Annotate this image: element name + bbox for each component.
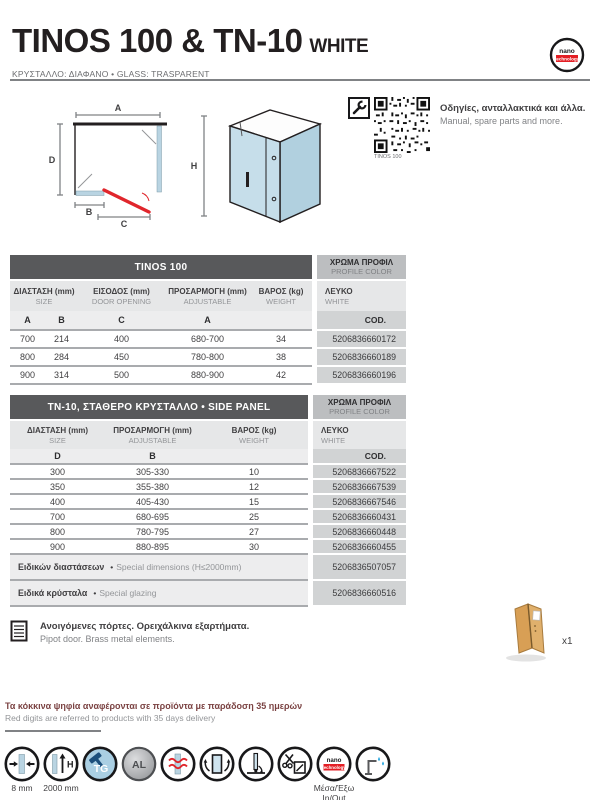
feature-badges — [4, 746, 394, 800]
package-block — [498, 600, 573, 664]
water-drainage-icon — [355, 746, 391, 782]
nano-logo-line1: nano — [559, 48, 575, 55]
col-adjustable: ΠΡΟΣΑΡΜΟΓΗ (mm) ADJUSTABLE — [105, 421, 200, 449]
delivery-note-el: Τα κόκκινα ψηφία αναφέρονται σε προϊόντα με παράδοση 35 ημερών — [5, 701, 303, 711]
package-quantity: x1 — [562, 635, 573, 647]
cell-cod: 5206836660455 — [313, 540, 406, 555]
dim-label-a: A — [114, 103, 122, 113]
document-icon — [10, 620, 28, 642]
cell-cod: 5206836660516 — [313, 581, 406, 607]
col-weight: ΒΑΡΟΣ (kg) WEIGHT — [250, 281, 312, 311]
col-size: ΔΙΑΣΤΑΣΗ (mm) SIZE — [10, 421, 105, 449]
badge-tempered-glass — [82, 746, 118, 782]
isometric-diagram — [188, 96, 333, 241]
header-divider — [10, 79, 590, 81]
table1-color-header — [317, 255, 406, 281]
letter-a: A — [10, 311, 45, 331]
cell-d: 300 — [10, 465, 105, 480]
badge-label: 2000 mm — [43, 783, 79, 793]
letter-blank — [250, 311, 312, 331]
qr-caption: TINOS 100 — [374, 154, 402, 160]
badge-label: 8 mm — [11, 783, 33, 793]
delivery-note-en: Red digits are referred to products with 35 days delivery — [5, 713, 216, 723]
cell-w: 27 — [200, 525, 308, 540]
manual-subheading: Manual, spare parts and more. — [440, 116, 563, 126]
table1-title: TINOS 100 — [10, 255, 312, 281]
glass-thickness-icon — [4, 746, 40, 782]
svg-text:nano: nano — [326, 757, 342, 764]
cell-adj: 680-700 — [165, 331, 250, 349]
delivery-underline — [5, 730, 101, 732]
cell-adj: 680-695 — [105, 510, 200, 525]
qr-code — [374, 97, 430, 153]
badge-custom-cut — [277, 746, 313, 782]
badge-water-drainage — [355, 746, 391, 782]
badge-glass-thickness — [4, 746, 40, 794]
cell-adj: 305-330 — [105, 465, 200, 480]
nano-logo-icon — [549, 37, 585, 73]
package-box-icon — [498, 600, 554, 664]
cell-c: 500 — [78, 367, 165, 385]
nano-technology-logo — [549, 37, 585, 73]
col-weight: ΒΑΡΟΣ (kg) WEIGHT — [200, 421, 308, 449]
cell-cod: 5206836507057 — [313, 555, 406, 581]
tempered-glass-icon — [82, 746, 118, 782]
cell-d: 900 — [10, 540, 105, 555]
glass-subtitle: ΚΡΥΣΤΑΛΛΟ: ΔΙΑΦΑΝΟ • GLASS: TRASPARENT — [12, 69, 210, 79]
cell-d: 350 — [10, 480, 105, 495]
nano-technology-icon — [316, 746, 352, 782]
cell-adj: 780-800 — [165, 349, 250, 367]
heat-resistant-glass-icon — [160, 746, 196, 782]
aluminum-icon — [121, 746, 157, 782]
note-en: Pipot door. Brass metal elements. — [40, 634, 175, 644]
nano-logo-line2: technology — [554, 56, 580, 62]
wrench-icon — [348, 97, 370, 119]
manual-heading: Οδηγίες, ανταλλακτικά και άλλα. — [440, 103, 586, 114]
cell-d: 800 — [10, 525, 105, 540]
dim-label-b: B — [85, 207, 93, 217]
qr-block — [374, 97, 430, 160]
pivot-door-icon — [238, 746, 274, 782]
dim-label-d: D — [48, 155, 56, 165]
cell-cod: 5206836660189 — [317, 349, 406, 367]
cell-adj: 405-430 — [105, 495, 200, 510]
color-header-en: PROFILE COLOR — [331, 267, 392, 276]
glass-height-icon — [43, 746, 79, 782]
badge-nano-technology — [313, 746, 355, 800]
color-name-cell: ΛΕΥΚΟ WHITE — [317, 281, 406, 311]
cell-cod: 5206836667546 — [313, 495, 406, 510]
badge-door-in-out — [199, 746, 235, 782]
cell-cod: 5206836667522 — [313, 465, 406, 480]
custom-cut-icon — [277, 746, 313, 782]
badge-label: Μέσα/Έξω In/Out — [313, 783, 355, 800]
letter-d: D — [10, 449, 105, 465]
cell-w: 30 — [200, 540, 308, 555]
cell-adj: 355-380 — [105, 480, 200, 495]
cell-a: 700 — [10, 331, 45, 349]
product-note — [10, 620, 249, 644]
color-name-cell: ΛΕΥΚΟ WHITE — [313, 421, 406, 449]
product-title: TINOS 100 & TN-10 — [12, 22, 303, 59]
page-header — [12, 22, 368, 79]
letter-adj: A — [165, 311, 250, 331]
special-glazing-row: Ειδικά κρύσταλα • Special glazing — [10, 581, 308, 607]
cell-cod: 5206836667539 — [313, 480, 406, 495]
svg-text:H: H — [67, 759, 74, 770]
cell-w: 15 — [200, 495, 308, 510]
page-title — [12, 22, 368, 66]
cell-a: 900 — [10, 367, 45, 385]
cell-adj: 880-900 — [165, 367, 250, 385]
cell-w: 25 — [200, 510, 308, 525]
cell-w: 38 — [250, 349, 312, 367]
cell-c: 400 — [78, 331, 165, 349]
col-adjustable: ΠΡΟΣΑΡΜΟΓΗ (mm) ADJUSTABLE — [165, 281, 250, 311]
cell-b: 214 — [45, 331, 78, 349]
badge-glass-height — [43, 746, 79, 794]
color-header-el: ΧΡΩΜΑ ΠΡΟΦΙΛ — [329, 258, 394, 267]
door-opens-in-out-icon — [199, 746, 235, 782]
svg-text:technology: technology — [322, 765, 346, 770]
badge-pivot-door — [238, 746, 274, 782]
cell-b: 284 — [45, 349, 78, 367]
product-variant: WHITE — [309, 36, 369, 57]
dim-label-h: H — [190, 161, 198, 171]
special-dimensions-row: Ειδικών διαστάσεων • Special dimensions (H≤2000mm) — [10, 555, 308, 581]
letter-b: B — [105, 449, 200, 465]
table2-title: TN-10, ΣΤΑΘΕΡΟ ΚΡΥΣΤΑΛΛΟ • SIDE PANEL — [10, 395, 308, 421]
table-tinos-100 — [10, 255, 406, 385]
letter-c: C — [78, 311, 165, 331]
cell-w: 12 — [200, 480, 308, 495]
cell-w: 10 — [200, 465, 308, 480]
badge-heat-resistant — [160, 746, 196, 782]
table-tn10-side-panel — [10, 395, 406, 607]
svg-text:TG: TG — [93, 763, 109, 775]
col-size: ΔΙΑΣΤΑΣΗ (mm) SIZE — [10, 281, 78, 311]
col-door-opening: ΕΙΣΟΔΟΣ (mm) DOOR OPENING — [78, 281, 165, 311]
cell-c: 450 — [78, 349, 165, 367]
svg-text:AL: AL — [132, 759, 146, 771]
cod-label: COD. — [313, 449, 406, 465]
badge-aluminum — [121, 746, 157, 782]
cell-a: 800 — [10, 349, 45, 367]
cell-cod: 5206836660172 — [317, 331, 406, 349]
cell-cod: 5206836660196 — [317, 367, 406, 385]
note-el: Ανοιγόμενες πόρτες. Ορειχάλκινα εξαρτήματα. — [40, 621, 250, 632]
cod-label: COD. — [317, 311, 406, 331]
letter-blank — [200, 449, 308, 465]
manual-block — [348, 97, 585, 160]
delivery-note — [5, 701, 302, 732]
cell-b: 314 — [45, 367, 78, 385]
cell-w: 34 — [250, 331, 312, 349]
cell-d: 400 — [10, 495, 105, 510]
plan-view-diagram — [46, 102, 178, 228]
cell-w: 42 — [250, 367, 312, 385]
cell-d: 700 — [10, 510, 105, 525]
dim-label-c: C — [120, 219, 128, 228]
cell-cod: 5206836660448 — [313, 525, 406, 540]
cell-adj: 880-895 — [105, 540, 200, 555]
table2-color-header: ΧΡΩΜΑ ΠΡΟΦΙΛ PROFILE COLOR — [313, 395, 406, 421]
letter-b: B — [45, 311, 78, 331]
manual-text — [440, 103, 585, 126]
cell-cod: 5206836660431 — [313, 510, 406, 525]
cell-adj: 780-795 — [105, 525, 200, 540]
